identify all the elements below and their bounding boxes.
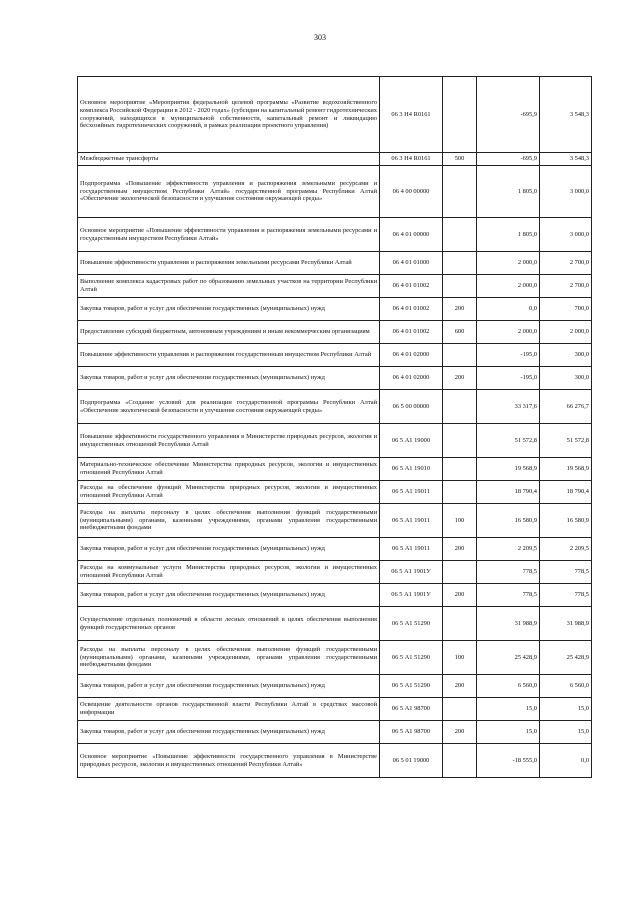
row-value-2-cell: 3 548,3 bbox=[540, 77, 592, 153]
row-name-cell: Осуществление отдельных полномочий в области лесных отношений в целях обеспечения выполнения функций государственных органов bbox=[78, 607, 380, 641]
row-value-1-cell: 2 209,5 bbox=[477, 538, 540, 561]
row-vr-cell bbox=[443, 77, 477, 153]
table-row bbox=[78, 252, 592, 275]
row-code-cell: 06 4 01 00000 bbox=[380, 218, 443, 252]
row-vr-cell bbox=[443, 390, 477, 424]
row-code-cell: 06 4 01 01002 bbox=[380, 298, 443, 321]
row-name-cell: Основное мероприятие «Мероприятия федеральной целевой программы «Развитие водохозяйственного комплекса Российской Федерации в 2012 - 2020 годах» (субсидии на капитальный ремонт гидротехнических сооружений, находящихся в муниципальной собственности, капитальный ремонт и ликвидацию бесхозяйных гидротехнических сооружений, в рамках реализации проектного управления) bbox=[78, 77, 380, 153]
row-value-2-cell: 15,0 bbox=[540, 721, 592, 744]
row-value-1-cell: -195,0 bbox=[477, 344, 540, 367]
row-code-cell: 06 5 А1 19000 bbox=[380, 424, 443, 458]
row-value-2-cell: 25 428,9 bbox=[540, 641, 592, 675]
row-name-cell: Межбюджетные трансферты bbox=[78, 153, 380, 166]
row-value-2-cell: 6 560,0 bbox=[540, 675, 592, 698]
row-code-cell: 06 5 А1 51290 bbox=[380, 675, 443, 698]
table-row bbox=[78, 166, 592, 218]
row-code-cell: 06 5 01 19000 bbox=[380, 744, 443, 778]
table-row bbox=[78, 481, 592, 504]
row-name-cell: Основное мероприятие «Повышение эффективности государственного управления в Министерстве природных ресурсов, экологии и имущественных отношений Республики Алтай» bbox=[78, 744, 380, 778]
page-number: 303 bbox=[314, 33, 326, 42]
row-vr-cell bbox=[443, 744, 477, 778]
table-row bbox=[78, 367, 592, 390]
row-vr-cell: 100 bbox=[443, 504, 477, 538]
row-name-cell: Закупка товаров, работ и услуг для обеспечения государственных (муниципальных) нужд bbox=[78, 584, 380, 607]
row-code-cell: 06 4 01 02000 bbox=[380, 367, 443, 390]
row-name-cell: Выполнение комплекса кадастровых работ по образованию земельных участков на территории Республики Алтай bbox=[78, 275, 380, 298]
row-value-1-cell: 51 572,8 bbox=[477, 424, 540, 458]
row-code-cell: 06 4 01 01002 bbox=[380, 275, 443, 298]
row-value-2-cell: 2 700,0 bbox=[540, 252, 592, 275]
row-code-cell: 06 5 А1 19011 bbox=[380, 481, 443, 504]
table-row bbox=[78, 607, 592, 641]
row-vr-cell bbox=[443, 344, 477, 367]
row-value-1-cell: 18 790,4 bbox=[477, 481, 540, 504]
row-value-2-cell: 31 988,9 bbox=[540, 607, 592, 641]
table-row bbox=[78, 675, 592, 698]
row-value-1-cell: 0,0 bbox=[477, 298, 540, 321]
row-vr-cell bbox=[443, 458, 477, 481]
row-value-2-cell: 700,0 bbox=[540, 298, 592, 321]
row-vr-cell bbox=[443, 607, 477, 641]
table-row bbox=[78, 298, 592, 321]
row-code-cell: 06 5 А1 98700 bbox=[380, 698, 443, 721]
table-row bbox=[78, 744, 592, 778]
row-value-2-cell: 66 276,7 bbox=[540, 390, 592, 424]
row-value-2-cell: 300,0 bbox=[540, 344, 592, 367]
row-vr-cell bbox=[443, 218, 477, 252]
row-code-cell: 06 5 А1 98700 bbox=[380, 721, 443, 744]
row-value-2-cell: 2 000,0 bbox=[540, 321, 592, 344]
row-code-cell: 06 5 А1 51290 bbox=[380, 641, 443, 675]
row-value-1-cell: 2 000,0 bbox=[477, 275, 540, 298]
table-row bbox=[78, 698, 592, 721]
row-vr-cell: 200 bbox=[443, 584, 477, 607]
row-name-cell: Расходы на обеспечение функций Министерства природных ресурсов, экологии и имущественных отношений Республики Алтай bbox=[78, 481, 380, 504]
row-code-cell: 06 4 01 01000 bbox=[380, 252, 443, 275]
table-row bbox=[78, 504, 592, 538]
row-vr-cell: 200 bbox=[443, 538, 477, 561]
row-value-2-cell: 19 568,9 bbox=[540, 458, 592, 481]
budget-table bbox=[77, 76, 592, 778]
row-name-cell: Подпрограмма «Повышение эффективности управления и распоряжения земельными ресурсами и государственным имуществом Республики Алтай» государственной программы Республики Алтай «Обеспечение экологической безопасности и улучшение состояния окружающей среды» bbox=[78, 166, 380, 218]
row-value-2-cell: 3 000,0 bbox=[540, 218, 592, 252]
table-row bbox=[78, 390, 592, 424]
row-value-2-cell: 16 580,9 bbox=[540, 504, 592, 538]
row-value-1-cell: 16 580,9 bbox=[477, 504, 540, 538]
row-name-cell: Расходы на коммунальные услуги Министерства природных ресурсов, экологии и имущественных отношений Республики Алтай bbox=[78, 561, 380, 584]
row-name-cell: Закупка товаров, работ и услуг для обеспечения государственных (муниципальных) нужд bbox=[78, 675, 380, 698]
row-value-2-cell: 51 572,8 bbox=[540, 424, 592, 458]
row-value-1-cell: 31 988,9 bbox=[477, 607, 540, 641]
row-vr-cell bbox=[443, 481, 477, 504]
row-vr-cell bbox=[443, 252, 477, 275]
row-code-cell: 06 5 А1 19011 bbox=[380, 504, 443, 538]
row-code-cell: 06 5 А1 51290 bbox=[380, 607, 443, 641]
row-value-1-cell: 1 805,0 bbox=[477, 166, 540, 218]
row-code-cell: 06 4 01 02000 bbox=[380, 344, 443, 367]
table-body bbox=[78, 77, 592, 778]
table-row bbox=[78, 153, 592, 166]
row-value-2-cell: 0,0 bbox=[540, 744, 592, 778]
row-vr-cell bbox=[443, 424, 477, 458]
row-vr-cell: 200 bbox=[443, 367, 477, 390]
table-row bbox=[78, 77, 592, 153]
row-value-1-cell: 2 000,0 bbox=[477, 252, 540, 275]
row-code-cell: 06 5 А1 19010 bbox=[380, 458, 443, 481]
row-vr-cell bbox=[443, 166, 477, 218]
row-code-cell: 06 5 А1 1901У bbox=[380, 584, 443, 607]
table-row bbox=[78, 424, 592, 458]
row-name-cell: Повышение эффективности государственного управления в Министерстве природных ресурсов, экологии и имущественных отношений Республики Алтай bbox=[78, 424, 380, 458]
row-name-cell: Расходы на выплаты персоналу в целях обеспечения выполнения функций государственными (муниципальными) органами, казенными учреждениями, органами управления государственными внебюджетными фондами bbox=[78, 504, 380, 538]
row-vr-cell: 200 bbox=[443, 675, 477, 698]
table-row bbox=[78, 458, 592, 481]
table-row bbox=[78, 584, 592, 607]
row-value-1-cell: -18 555,0 bbox=[477, 744, 540, 778]
row-value-2-cell: 2 700,0 bbox=[540, 275, 592, 298]
row-name-cell: Материально-техническое обеспечение Министерства природных ресурсов, экологии и имущественных отношений Республики Алтай bbox=[78, 458, 380, 481]
row-code-cell: 06 3 Н4 R0161 bbox=[380, 77, 443, 153]
row-vr-cell: 600 bbox=[443, 321, 477, 344]
row-value-2-cell: 2 209,5 bbox=[540, 538, 592, 561]
row-name-cell: Закупка товаров, работ и услуг для обеспечения государственных (муниципальных) нужд bbox=[78, 298, 380, 321]
row-vr-cell: 500 bbox=[443, 153, 477, 166]
row-value-1-cell: 33 317,6 bbox=[477, 390, 540, 424]
row-name-cell: Повышение эффективности управления и распоряжения государственным имуществом Республики Алтай bbox=[78, 344, 380, 367]
row-value-1-cell: -695,9 bbox=[477, 77, 540, 153]
row-value-1-cell: -195,0 bbox=[477, 367, 540, 390]
row-value-1-cell: 15,0 bbox=[477, 698, 540, 721]
row-value-1-cell: 25 428,9 bbox=[477, 641, 540, 675]
row-name-cell: Расходы на выплаты персоналу в целях обеспечения выполнения функций государственными (муниципальными) органами, казенными учреждениями, органами управления государственными внебюджетными фондами bbox=[78, 641, 380, 675]
row-name-cell: Основное мероприятие «Повышение эффективности управления и распоряжения земельными ресурсами и государственным имуществом Республики Алтай» bbox=[78, 218, 380, 252]
table-row bbox=[78, 641, 592, 675]
row-name-cell: Закупка товаров, работ и услуг для обеспечения государственных (муниципальных) нужд bbox=[78, 538, 380, 561]
row-value-1-cell: -695,9 bbox=[477, 153, 540, 166]
row-value-1-cell: 1 805,0 bbox=[477, 218, 540, 252]
row-code-cell: 06 3 Н4 R0161 bbox=[380, 153, 443, 166]
row-value-1-cell: 6 560,0 bbox=[477, 675, 540, 698]
table-row bbox=[78, 275, 592, 298]
row-value-2-cell: 778,5 bbox=[540, 561, 592, 584]
row-value-2-cell: 15,0 bbox=[540, 698, 592, 721]
row-vr-cell: 100 bbox=[443, 641, 477, 675]
table-row bbox=[78, 218, 592, 252]
row-code-cell: 06 5 А1 19011 bbox=[380, 538, 443, 561]
row-code-cell: 06 4 00 00000 bbox=[380, 166, 443, 218]
table-row bbox=[78, 321, 592, 344]
row-value-2-cell: 3 548,3 bbox=[540, 153, 592, 166]
row-value-2-cell: 3 000,0 bbox=[540, 166, 592, 218]
row-code-cell: 06 5 00 00000 bbox=[380, 390, 443, 424]
row-code-cell: 06 5 А1 1901У bbox=[380, 561, 443, 584]
row-name-cell: Подпрограмма «Создание условий для реализации государственной программы Республики Алтай «Обеспечение экологической безопасности и улучшение состояния окружающей среды» bbox=[78, 390, 380, 424]
row-value-1-cell: 778,5 bbox=[477, 584, 540, 607]
table-row bbox=[78, 561, 592, 584]
row-code-cell: 06 4 01 01002 bbox=[380, 321, 443, 344]
row-vr-cell bbox=[443, 561, 477, 584]
row-vr-cell: 200 bbox=[443, 298, 477, 321]
row-name-cell: Закупка товаров, работ и услуг для обеспечения государственных (муниципальных) нужд bbox=[78, 367, 380, 390]
row-name-cell: Повышение эффективности управления и распоряжения земельными ресурсами Республики Алтай bbox=[78, 252, 380, 275]
row-value-1-cell: 778,5 bbox=[477, 561, 540, 584]
row-vr-cell: 200 bbox=[443, 721, 477, 744]
row-name-cell: Закупка товаров, работ и услуг для обеспечения государственных (муниципальных) нужд bbox=[78, 721, 380, 744]
table-row bbox=[78, 344, 592, 367]
row-value-1-cell: 2 000,0 bbox=[477, 321, 540, 344]
row-value-2-cell: 18 790,4 bbox=[540, 481, 592, 504]
row-value-1-cell: 15,0 bbox=[477, 721, 540, 744]
table-row bbox=[78, 538, 592, 561]
table-row bbox=[78, 721, 592, 744]
row-value-2-cell: 778,5 bbox=[540, 584, 592, 607]
row-vr-cell bbox=[443, 275, 477, 298]
row-vr-cell bbox=[443, 698, 477, 721]
row-value-1-cell: 19 568,9 bbox=[477, 458, 540, 481]
row-value-2-cell: 300,0 bbox=[540, 367, 592, 390]
row-name-cell: Предоставление субсидий бюджетным, автономным учреждениям и иным некоммерческим организациям bbox=[78, 321, 380, 344]
row-name-cell: Освещение деятельности органов государственной власти Республики Алтай в средствах массовой информации bbox=[78, 698, 380, 721]
